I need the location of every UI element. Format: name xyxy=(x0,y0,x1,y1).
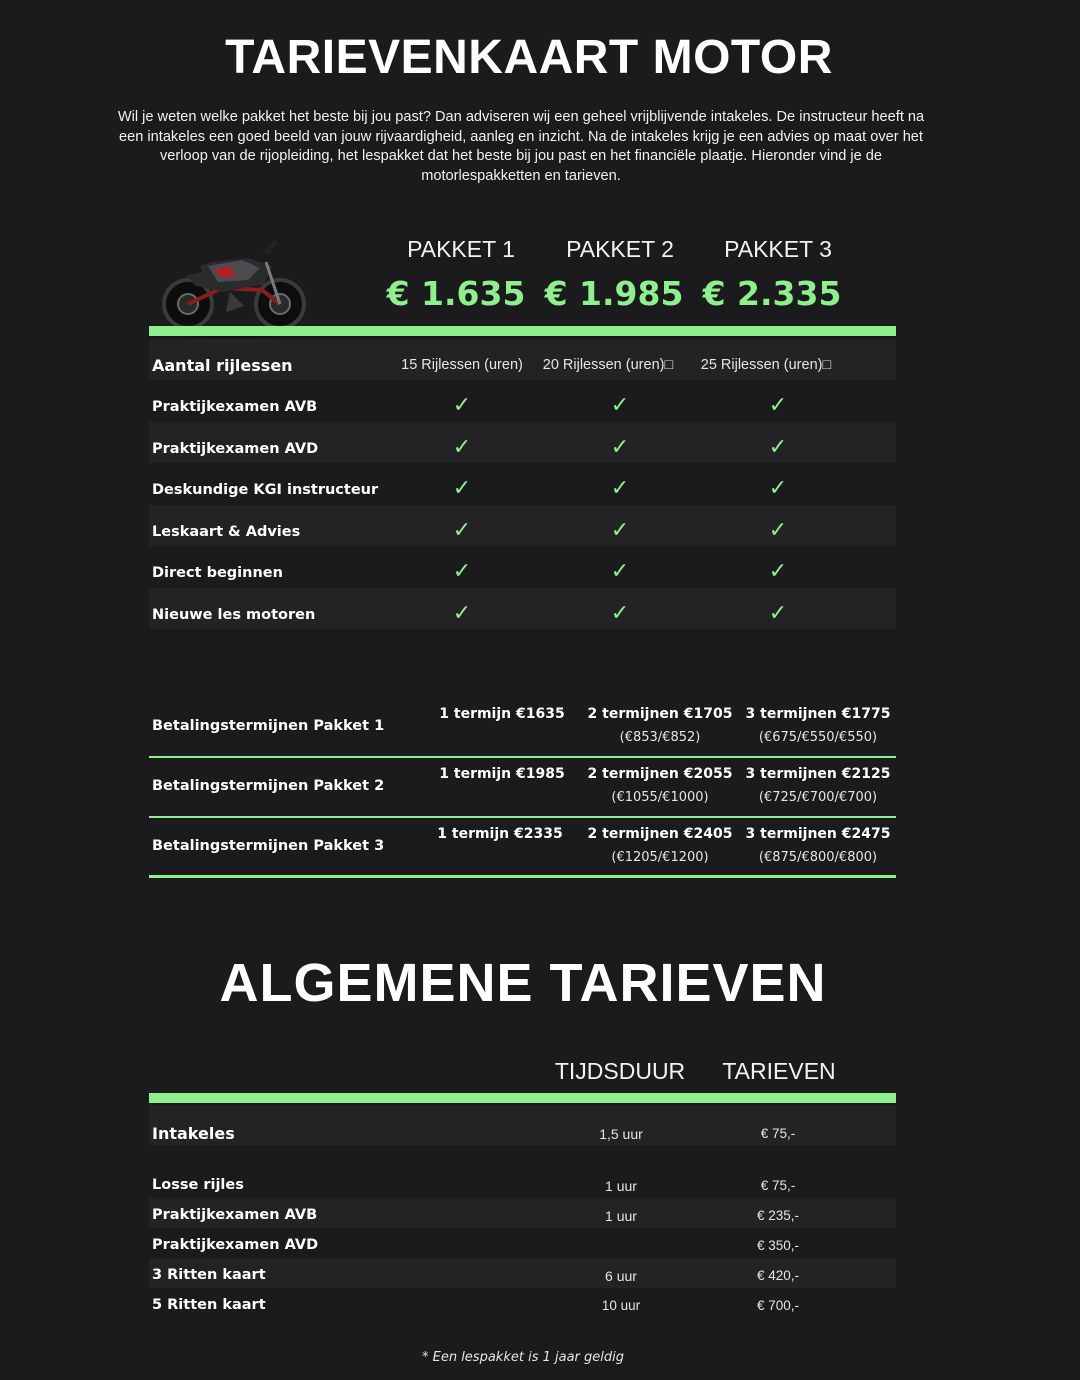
row-divider xyxy=(149,756,896,758)
check-icon: ✓ xyxy=(768,476,788,501)
payment-option: 2 termijnen €1705 xyxy=(587,706,733,722)
package-1-price: € 1.635 xyxy=(386,274,526,313)
payment-option: 3 termijnen €1775 xyxy=(745,706,891,722)
col-header-duration: TIJDSDUUR xyxy=(554,1058,686,1084)
payment-option: 1 termijn €2335 xyxy=(437,826,563,842)
rate-duration: 6 uur xyxy=(605,1268,637,1284)
package-3-name: PAKKET 3 xyxy=(724,236,832,262)
check-icon: ✓ xyxy=(610,601,630,626)
rate-label: Losse rijles xyxy=(152,1177,244,1193)
payment-split: (€725/€700/€700) xyxy=(758,790,878,805)
payment-option: 2 termijnen €2055 xyxy=(587,766,733,782)
rate-duration: 10 uur xyxy=(601,1298,641,1313)
payment-label: Betalingstermijnen Pakket 2 xyxy=(152,778,385,794)
feature-label: Nieuwe les motoren xyxy=(152,607,316,623)
check-icon: ✓ xyxy=(610,393,630,418)
row-divider xyxy=(149,816,896,818)
check-icon: ✓ xyxy=(768,559,788,584)
check-icon: ✓ xyxy=(610,559,630,584)
package-1-lessons: 15 Rijlessen (uren) xyxy=(401,357,523,373)
payment-split: (€675/€550/€550) xyxy=(758,730,878,745)
payment-split: (€853/€852) xyxy=(619,730,701,745)
rate-duration: 1 uur xyxy=(605,1178,637,1194)
feature-label: Praktijkexamen AVD xyxy=(152,441,319,457)
check-icon: ✓ xyxy=(768,435,788,460)
check-icon: ✓ xyxy=(452,518,472,543)
payment-option: 3 termijnen €2125 xyxy=(745,766,891,782)
rate-price: € 420,- xyxy=(756,1268,800,1283)
feature-label: Deskundige KGI instructeur xyxy=(152,482,379,498)
payment-option: 2 termijnen €2405 xyxy=(587,826,733,842)
rate-duration: 1,5 uur xyxy=(599,1126,643,1142)
check-icon: ✓ xyxy=(610,435,630,460)
check-icon: ✓ xyxy=(768,393,788,418)
package-2-name: PAKKET 2 xyxy=(566,236,674,262)
check-icon: ✓ xyxy=(452,601,472,626)
check-icon: ✓ xyxy=(768,518,788,543)
footnote: * Een lespakket is 1 jaar geldig xyxy=(421,1350,625,1365)
rate-label: 5 Ritten kaart xyxy=(152,1297,266,1313)
feature-label: Praktijkexamen AVB xyxy=(152,399,318,415)
payment-split: (€1055/€1000) xyxy=(611,790,709,805)
package-2-price: € 1.985 xyxy=(544,274,684,313)
package-3-lessons: 25 Rijlessen (uren)□ xyxy=(700,357,832,373)
payment-option: 1 termijn €1985 xyxy=(439,766,565,782)
rate-label: Intakeles xyxy=(152,1124,235,1143)
check-icon: ✓ xyxy=(452,476,472,501)
rate-label: Praktijkexamen AVD xyxy=(152,1237,319,1253)
accent-divider xyxy=(149,326,896,336)
package-2-lessons: 20 Rijlessen (uren)□ xyxy=(542,357,674,373)
package-1-name: PAKKET 1 xyxy=(407,236,515,262)
general-rates-title: ALGEMENE TARIEVEN xyxy=(219,953,827,1013)
intro-text: Wil je weten welke pakket het beste bij jou past? Dan adviseren wij een geheel vrijblijvende intakeles. De instructeur heeft na een intakeles een goed beeld van jouw rijvaardigheid, aanleg en inzicht. Na de intakeles krijg je een advies op maat over het verloop van de rijopleiding, het lespakket dat het beste bij jou past en het financiële plaatje. Hieronder vind je de motorlespakketten en tarieven. xyxy=(117,109,925,184)
rate-label: 3 Ritten kaart xyxy=(152,1267,266,1283)
check-icon: ✓ xyxy=(610,476,630,501)
rate-price: € 75,- xyxy=(760,1126,796,1141)
rate-price: € 350,- xyxy=(756,1238,800,1253)
lessons-label: Aantal rijlessen xyxy=(152,356,293,375)
check-icon: ✓ xyxy=(452,393,472,418)
page-title: TARIEVENKAART MOTOR xyxy=(225,31,833,84)
rate-label: Praktijkexamen AVB xyxy=(152,1207,318,1223)
package-3-price: € 2.335 xyxy=(702,274,842,313)
check-icon: ✓ xyxy=(768,601,788,626)
check-icon: ✓ xyxy=(610,518,630,543)
payment-option: 3 termijnen €2475 xyxy=(745,826,891,842)
payment-split: (€875/€800/€800) xyxy=(758,850,878,865)
payment-label: Betalingstermijnen Pakket 3 xyxy=(152,838,385,854)
row-divider xyxy=(149,875,896,878)
feature-label: Direct beginnen xyxy=(152,565,283,581)
rate-duration: 1 uur xyxy=(605,1208,637,1224)
check-icon: ✓ xyxy=(452,435,472,460)
check-icon: ✓ xyxy=(452,559,472,584)
payment-option: 1 termijn €1635 xyxy=(439,706,565,722)
rate-price: € 75,- xyxy=(760,1178,796,1193)
payment-label: Betalingstermijnen Pakket 1 xyxy=(152,718,385,734)
col-header-rates: TARIEVEN xyxy=(722,1058,836,1084)
motorcycle-photo xyxy=(152,232,312,340)
accent-divider xyxy=(149,1093,896,1103)
payment-split: (€1205/€1200) xyxy=(611,850,709,865)
feature-label: Leskaart & Advies xyxy=(152,524,301,540)
rate-price: € 235,- xyxy=(756,1208,800,1223)
rate-price: € 700,- xyxy=(756,1298,800,1313)
